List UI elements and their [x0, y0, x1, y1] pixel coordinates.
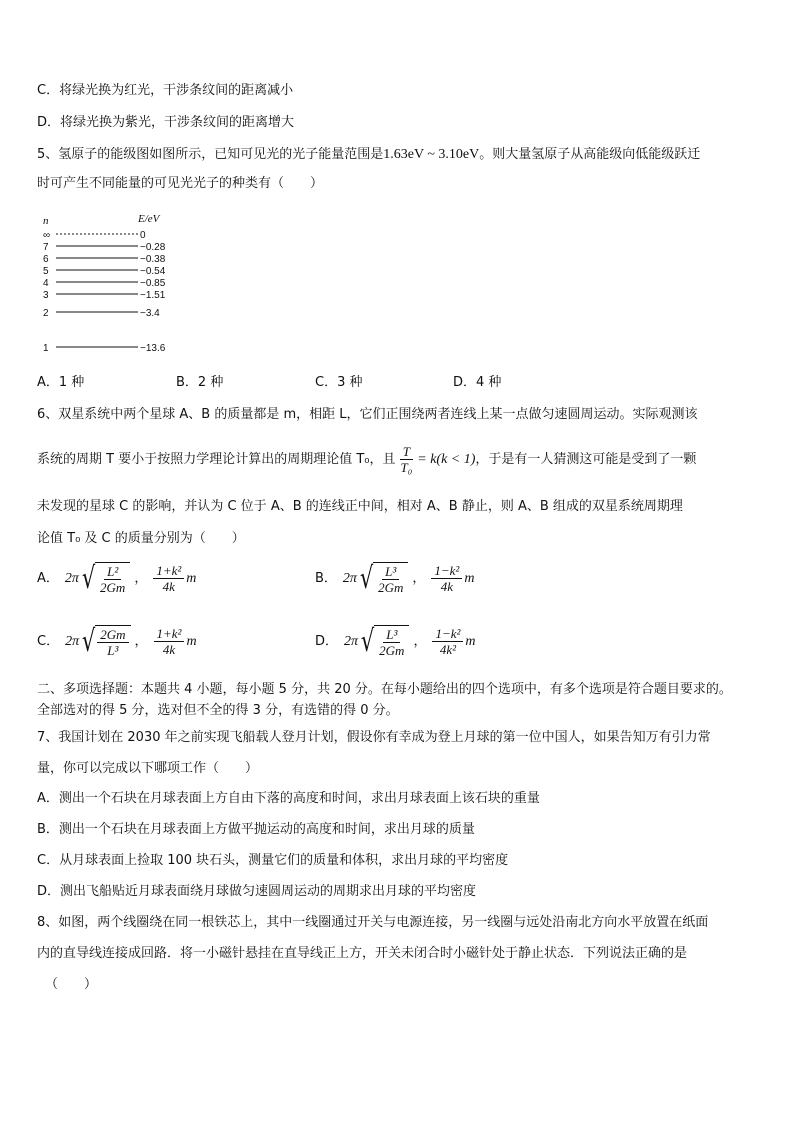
- level-n-label: 1: [43, 343, 49, 354]
- option-label: A．: [37, 570, 59, 586]
- separator-comma: ，: [134, 570, 148, 586]
- option-label: B．: [315, 570, 337, 586]
- energy-level-diagram: [38, 208, 198, 358]
- mass-denominator: 4k²: [439, 642, 457, 657]
- mass-symbol: m: [186, 570, 197, 586]
- level-energy-label: −3.4: [140, 308, 160, 319]
- q7-stem-line2: 量，你可以完成以下哪项工作（ ）: [37, 761, 259, 776]
- q7-option-b[interactable]: B．测出一个石块在月球表面上方做平抛运动的高度和时间，求出月球的质量: [37, 822, 475, 837]
- level-n-label: 4: [43, 278, 49, 289]
- q5-option-a[interactable]: A．1 种: [37, 375, 85, 390]
- q5-option-c[interactable]: C．3 种: [315, 375, 363, 390]
- q6-ratio-eq: = k(k < 1): [417, 451, 476, 467]
- option-label: C．: [37, 633, 60, 649]
- q5-stem-line2: 时可产生不同能量的可见光光子的种类有（ ）: [37, 176, 324, 191]
- mass-numerator: 1+k²: [153, 563, 184, 579]
- sqrt-sign-icon: √: [81, 560, 96, 596]
- q5-energy-range: 1.63eV ~ 3.10eV: [383, 147, 480, 162]
- level-n-label: 2: [43, 308, 49, 319]
- q6-stem-line2-b: ，于是有一人猜测这可能是受到了一颗: [475, 451, 697, 467]
- separator-comma: ，: [412, 570, 426, 586]
- sqrt-expression: [79, 625, 130, 658]
- q7-option-c[interactable]: C．从月球表面上捡取 100 块石头，测量它们的质量和体积，求出月球的平均密度: [37, 853, 509, 868]
- mass-symbol: m: [464, 570, 475, 586]
- sqrt-denominator: L³: [107, 643, 119, 658]
- mass-denominator: 4k: [162, 642, 176, 657]
- q6-ratio-num: T: [400, 444, 413, 460]
- mass-numerator: 1+k²: [154, 626, 185, 642]
- q6-stem-line4: 论值 T₀ 及 C 的质量分别为（ ）: [37, 531, 245, 546]
- mass-symbol: m: [465, 633, 476, 649]
- sqrt-denominator: 2Gm: [378, 580, 404, 595]
- q8-stem-line2: 内的直导线连接成回路．将一小磁针悬挂在直导线正上方，开关未闭合时小磁针处于静止状态．下列说法正确的是: [37, 946, 688, 961]
- separator-comma: ，: [413, 633, 427, 649]
- level-energy-label: 0: [140, 230, 146, 241]
- level-n-label: 7: [43, 242, 49, 253]
- two-pi: 2π: [65, 633, 80, 649]
- sqrt-denominator: 2Gm: [100, 580, 126, 595]
- diagram-e-header: E/eV: [138, 213, 160, 225]
- period-formula: [59, 625, 130, 658]
- level-energy-label: −1.51: [140, 290, 166, 301]
- sqrt-sign-icon: √: [360, 623, 375, 659]
- q7-option-a[interactable]: A．测出一个石块在月球表面上方自由下落的高度和时间，求出月球表面上该石块的重量: [37, 791, 540, 806]
- period-formula: [337, 562, 408, 595]
- q6-option-c[interactable]: [37, 625, 197, 658]
- q5-stem-a: 5、氢原子的能级图如图所示，已知可见光的光子能量范围是: [37, 147, 384, 162]
- period-formula: [59, 562, 130, 595]
- level-n-label: ∞: [43, 230, 51, 241]
- section2-header-line1: 二、多项选择题：本题共 4 小题，每小题 5 分，共 20 分。在每小题给出的四个选项中，有多个选项是符合题目要求的。: [37, 682, 732, 697]
- q4-option-c[interactable]: C．将绿光换为红光，干涉条纹间的距离减小: [37, 83, 294, 98]
- level-n-label: 5: [43, 266, 49, 277]
- q6-ratio-den: T₀: [400, 460, 413, 475]
- q6-stem-line3: 未发现的星球 C 的影响，并认为 C 位于 A、B 的连线正中间，相对 A、B 静止，则 A、B 组成的双星系统周期理: [37, 499, 683, 514]
- mass-numerator: 1−k²: [431, 563, 462, 579]
- sqrt-expression: [358, 625, 409, 658]
- sqrt-denominator: 2Gm: [379, 643, 405, 658]
- mass-fraction: [431, 563, 462, 594]
- diagram-n-header: n: [43, 215, 49, 227]
- mass-fraction: [154, 626, 185, 657]
- q6-option-b[interactable]: [315, 562, 474, 595]
- sqrt-numerator: 2Gm: [97, 627, 128, 643]
- q5-option-b[interactable]: B．2 种: [176, 375, 224, 390]
- q8-stem-line3: （ ）: [45, 977, 98, 992]
- q7-option-d[interactable]: D．测出飞船贴近月球表面绕月球做匀速圆周运动的周期求出月球的平均密度: [37, 884, 477, 899]
- level-n-label: 6: [43, 254, 49, 265]
- two-pi: 2π: [64, 570, 79, 586]
- separator-comma: ，: [134, 633, 148, 649]
- q8-stem-line1: 8、如图，两个线圈绕在同一根铁芯上，其中一线圈通过开关与电源连接，另一线圈与远处沿南北方向水平放置在纸面: [37, 915, 709, 930]
- sqrt-numerator: L³: [383, 627, 400, 643]
- two-pi: 2π: [344, 633, 359, 649]
- mass-fraction: [153, 563, 184, 594]
- q6-period-ratio: [398, 444, 416, 475]
- q4-option-d[interactable]: D．将绿光换为紫光，干涉条纹间的距离增大: [37, 115, 295, 130]
- sqrt-numerator: L²: [104, 564, 121, 580]
- section2-header-line2: 全部选对的得 5 分，选对但不全的得 3 分，有选错的得 0 分。: [37, 703, 399, 718]
- sqrt-sign-icon: √: [359, 560, 374, 596]
- q6-option-d[interactable]: [315, 625, 476, 658]
- q7-stem-line1: 7、我国计划在 2030 年之前实现飞船载人登月计划，假设你有幸成为登上月球的第一位中国人，如果告知万有引力常: [37, 730, 711, 745]
- level-energy-label: −13.6: [140, 343, 166, 354]
- level-energy-label: −0.38: [140, 254, 166, 265]
- sqrt-expression: [357, 562, 408, 595]
- mass-denominator: 4k: [162, 579, 175, 594]
- q6-stem-line2-a: 系统的周期 T 要小于按照力学理论计算出的周期理论值 T₀，且: [37, 451, 396, 467]
- mass-symbol: m: [186, 633, 197, 649]
- level-n-label: 3: [43, 290, 49, 301]
- q6-stem-line1: 6、双星系统中两个星球 A、B 的质量都是 m，相距 L，它们正围绕两者连线上某一点做匀速圆周运动。实际观测该: [37, 407, 698, 422]
- q5-stem-line1: [37, 146, 700, 164]
- level-energy-label: −0.54: [140, 266, 166, 277]
- q6-stem-line2: [37, 444, 696, 475]
- period-formula: [338, 625, 409, 658]
- mass-denominator: 4k: [440, 579, 453, 594]
- two-pi: 2π: [342, 570, 357, 586]
- mass-fraction: [432, 626, 463, 657]
- sqrt-sign-icon: √: [81, 623, 96, 659]
- q5-option-d[interactable]: D．4 种: [453, 375, 502, 390]
- level-energy-label: −0.28: [140, 242, 166, 253]
- mass-numerator: 1−k²: [432, 626, 463, 642]
- q6-option-a[interactable]: [37, 562, 196, 595]
- q5-stem-b: 。则大量氢原子从高能级向低能级跃迁: [479, 147, 701, 162]
- level-energy-label: −0.85: [140, 278, 166, 289]
- option-label: D．: [315, 633, 339, 649]
- sqrt-numerator: L³: [382, 564, 399, 580]
- sqrt-expression: [79, 562, 130, 595]
